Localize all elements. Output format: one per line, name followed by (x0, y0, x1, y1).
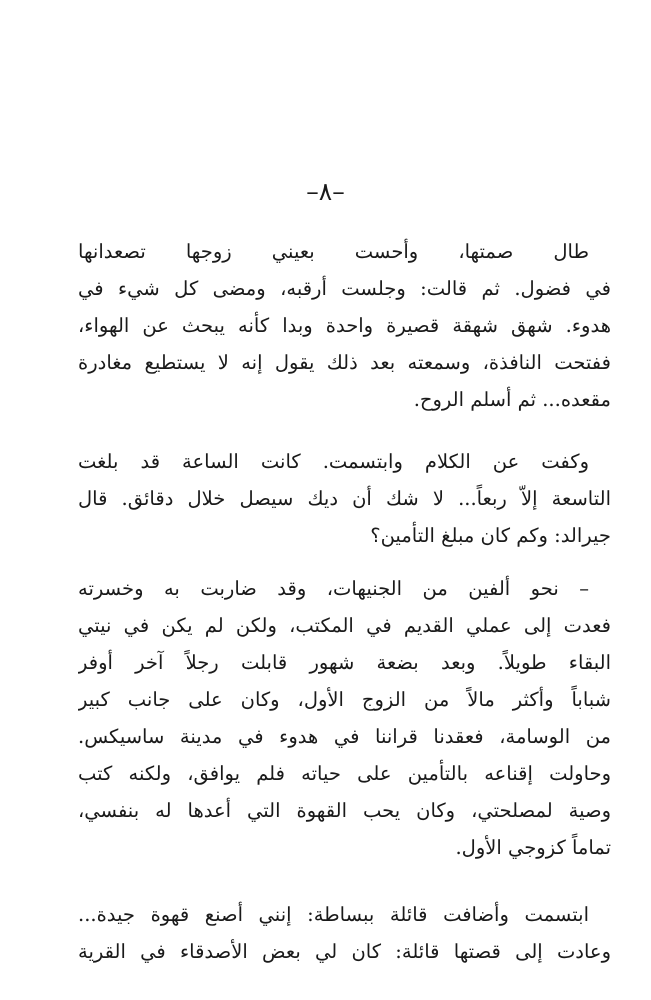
paragraph-2 (78, 443, 611, 554)
text-line: تماماً كزوجي الأول. (455, 836, 611, 859)
text-line: طال صمتها، وأحست بعيني زوجها تصعدانها (78, 240, 589, 263)
text-line: ابتسمت وأضافت قائلة ببساطة: إنني أصنع قهوة جيدة... (78, 903, 589, 926)
text-line: هدوء. شهق شهقة قصيرة واحدة وبدا كأنه يبحث عن الهواء، (78, 314, 611, 337)
text-line: فعدت إلى عملي القديم في المكتب، ولكن لم يكن في نيتي (78, 614, 611, 637)
paragraph-4 (78, 896, 611, 970)
text-line: شباباً وأكثر مالاً من الزوج الأول، وكان على جانب كبير (78, 688, 611, 711)
paragraph-1 (78, 233, 611, 418)
page-number: –٨– (306, 177, 345, 206)
text-line: البقاء طويلاً. وبعد بضعة شهور قابلت رجلاً آخر أوفر (78, 651, 611, 674)
text-line: وكفت عن الكلام وابتسمت. كانت الساعة قد بلغت (78, 450, 589, 473)
paragraph-3 (78, 570, 611, 866)
text-line: ففتحت النافذة، وسمعته بعد ذلك يقول إنه لا يستطيع مغادرة (78, 351, 611, 374)
text-line: جيرالد: وكم كان مبلغ التأمين؟ (370, 524, 611, 547)
text-line: من الوسامة، فعقدنا قراننا في هدوء في مدينة ساسيكس. (78, 725, 611, 748)
text-line: وصية لمصلحتي، وكان يحب القهوة التي أعدها له بنفسي، (78, 799, 611, 822)
text-line: وعادت إلى قصتها قائلة: كان لي بعض الأصدقاء في القرية (78, 940, 611, 963)
text-line: مقعده... ثم أسلم الروح. (413, 388, 611, 411)
text-line: – نحو ألفين من الجنيهات، وقد ضاربت به وخسرته (78, 577, 589, 600)
text-line: التاسعة إلاّ ربعاً... لا شك أن ديك سيصل خلال دقائق. قال (78, 487, 611, 510)
text-line: وحاولت إقناعه بالتأمين على حياته فلم يوافق، ولكنه كتب (78, 762, 611, 785)
text-line: في فضول. ثم قالت: وجلست أرقبه، ومضى كل شيء في (78, 277, 611, 300)
